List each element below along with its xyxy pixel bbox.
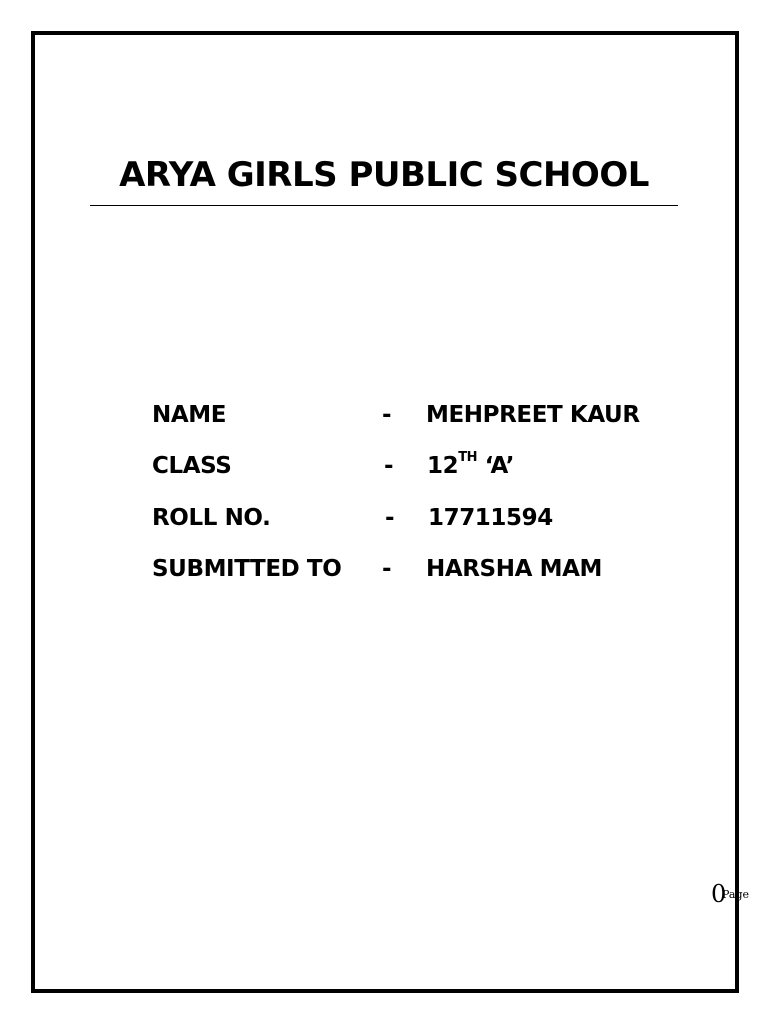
page-number: 0: [711, 880, 727, 908]
title-underline: [90, 205, 678, 206]
field-row-class: [0, 450, 768, 487]
field-value: HARSHA MAM: [426, 556, 602, 582]
class-number: 12: [427, 453, 459, 479]
field-value: MEHPREET KAUR: [426, 402, 640, 428]
field-value: [427, 450, 515, 479]
page-label: Page: [722, 888, 750, 901]
field-row-submitted-to: [0, 556, 768, 590]
field-row-name: [0, 402, 768, 436]
field-row-roll-no: [0, 505, 768, 539]
class-ordinal-suffix: TH: [458, 450, 478, 465]
field-separator: -: [382, 402, 392, 428]
field-separator: -: [382, 556, 392, 582]
field-label: CLASS: [152, 453, 232, 479]
field-label: ROLL NO.: [152, 505, 271, 531]
field-label: NAME: [152, 402, 227, 428]
field-label: SUBMITTED TO: [152, 556, 342, 582]
page-title: ARYA GIRLS PUBLIC SCHOOL: [119, 155, 649, 195]
field-separator: -: [385, 505, 395, 531]
class-section: ‘A’: [477, 453, 515, 479]
field-separator: -: [384, 453, 394, 479]
field-value: 17711594: [428, 505, 553, 531]
